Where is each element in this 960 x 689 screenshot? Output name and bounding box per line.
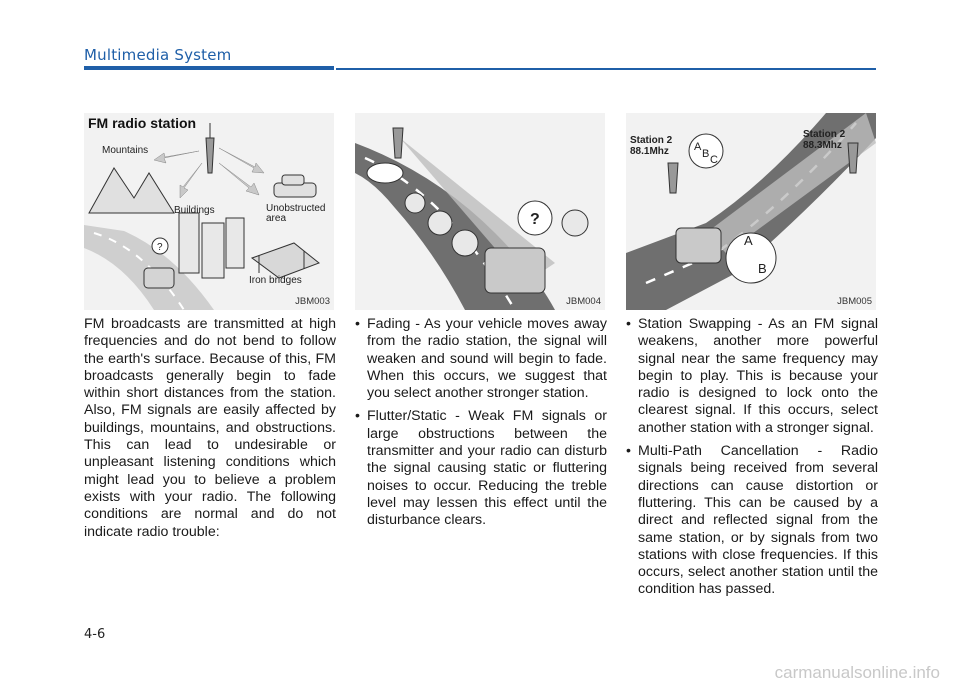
list-item-flutter-static: • Flutter/Static - Weak FM signals or large obstructions between the transmitter and your radio can disturb the signal causing static or fluttering noises to occur. Reducing the treble level may lessen this effect until the disturbance clears. [355,408,607,529]
header-rule-thin [336,68,876,70]
station-right-freq: 88.3Mhz [803,140,842,151]
station-left-name: Station 2 [630,135,673,146]
figure-title: FM radio station [88,115,197,131]
figure-fading [355,113,605,310]
car-bubble-letter-b: B [758,261,767,276]
intro-paragraph: FM broadcasts are transmitted at high frequencies and do not bend to follow the earth's surface. Because of this, FM broadcasts generally begin to fade within short distances from the station. Also, FM signals are easily affected by buildings, mountains, and obstructions. This can lead to undesirable or unpleasant listening conditions which might lead you to believe a problem exists with your radio. The following conditions are normal and do not indicate radio trouble: [84,316,336,540]
bubble-letter-b: B [702,148,710,160]
station-swapping-illustration [626,113,876,310]
figure-code: JBM003 [295,296,330,307]
column-left [84,316,336,541]
label-mountains: Mountains [102,145,149,156]
figure-code: JBM004 [566,296,601,307]
station-left-freq: 88.1Mhz [630,146,669,157]
section-title: Multimedia System [84,46,232,64]
watermark: carmanualsonline.info [774,663,940,682]
fading-illustration [355,113,605,310]
label-unobstructed: Unobstructed [266,203,326,214]
car-bubble-letter-a: A [744,233,753,248]
figure-fm-radio-station [84,113,334,310]
question-bubble: ? [157,242,163,253]
list-item-fading: • Fading - As your vehicle moves away from the radio station, the signal will weaken and sound will begin to fade. When this occurs, we suggest that you select another stronger station. [355,316,607,402]
header-rule-thick [84,66,334,70]
column-middle [355,316,607,536]
bubble-letter-c: C [710,154,718,166]
bubble-letter-a: A [694,141,702,153]
label-iron-bridges: Iron bridges [249,275,302,286]
fm-station-illustration [84,113,334,310]
figure-station-swapping [626,113,876,310]
column-right [626,316,878,605]
label-buildings: Buildings [174,205,215,216]
figure-code: JBM005 [837,296,872,307]
list-item-multipath: • Multi-Path Cancellation - Radio signals being received from several directions can cause distortion or fluttering. This can be caused by a direct and reflected signal from the same station, or by signals from two stations with close frequencies. If this occurs, select another station until the condition has passed. [626,443,878,599]
page-number: 4-6 [84,627,106,642]
question-bubble: ? [530,211,540,228]
label-area: area [266,213,287,224]
station-right-name: Station 2 [803,129,846,140]
list-item-station-swapping: • Station Swapping - As an FM signal weakens, another more powerful signal near the same frequency may begin to play. This is because your radio is designed to lock onto the clearest signal. If this occurs, select another station with a stronger signal. [626,316,878,437]
